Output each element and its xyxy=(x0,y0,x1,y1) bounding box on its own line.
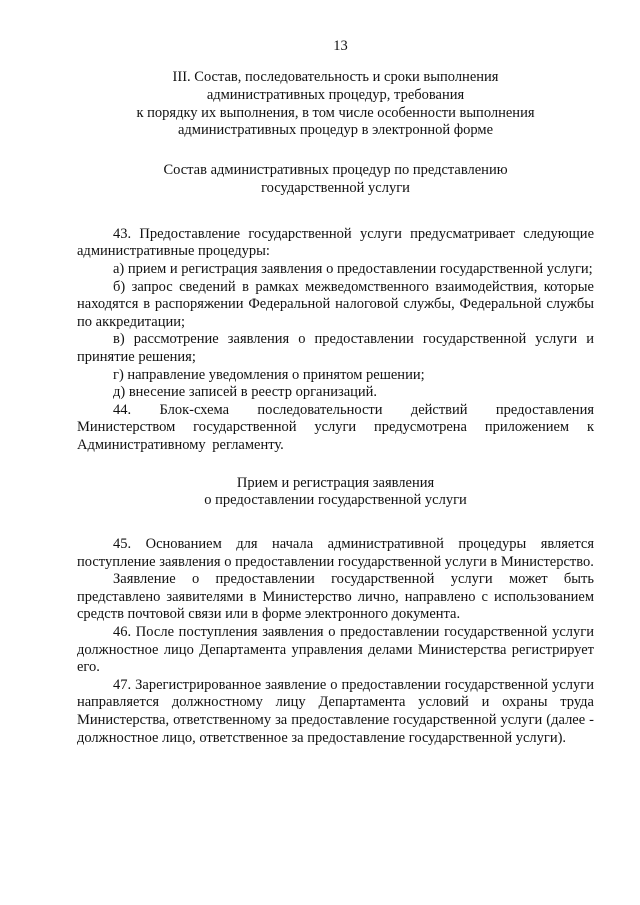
paragraph-44: 44. Блок-схема последовательности действий предоставления Министерством государственной услуги предусмотрена приложением к Административному регламенту. xyxy=(77,401,594,453)
paragraph-application: Заявление о предоставлении государственной услуги может быть представлено заявителями в Министерство лично, направлено с использованием средств почтовой связи или в форме электронного документа. xyxy=(77,571,594,623)
main-heading-line: административных процедур, требования xyxy=(206,86,465,103)
body-section-2 xyxy=(77,536,594,747)
main-heading-line: к порядку их выполнения, в том числе особенности выполнения xyxy=(136,104,535,121)
paragraph-45: 45. Основанием для начала административной процедуры является поступление заявления о предоставлении государственной услуги в Министерство. xyxy=(77,536,594,570)
paragraph-item-g: г) направление уведомления о принятом решении; xyxy=(113,366,425,383)
section-heading-line: о предоставлении государственной услуги xyxy=(204,492,467,509)
sub-heading xyxy=(77,162,594,198)
page-number: 13 xyxy=(333,38,348,54)
section-heading xyxy=(77,475,594,511)
main-heading xyxy=(77,69,594,140)
paragraph-47: 47. Зарегистрированное заявление о предоставлении государственной услуги направляется должностному лицу Департамента условий и охраны труда Министерства, ответственному за предоставление государственной услуги (далее - должностное лицо, ответственное за предоставление государственной услуги). xyxy=(77,676,594,746)
main-heading-line: III. Состав, последовательность и сроки выполнения xyxy=(172,69,499,85)
main-heading-line: административных процедур в электронной форме xyxy=(177,122,494,139)
paragraph-item-v: в) рассмотрение заявления о предоставлении государственной услуги и принятие решения; xyxy=(77,331,594,365)
paragraph-item-d: д) внесение записей в реестр организаций. xyxy=(113,384,378,401)
section-heading-line: Прием и регистрация заявления xyxy=(236,474,435,491)
sub-heading-line: государственной услуги xyxy=(261,179,410,196)
paragraph-46: 46. После поступления заявления о предоставлении государственной услуги должностное лицо Департамента управления делами Министерства регистрирует его. xyxy=(77,624,594,676)
paragraph-43: 43. Предоставление государственной услуги предусматривает следующие административные процедуры: xyxy=(77,225,594,260)
paragraph-item-b: б) запрос сведений в рамках межведомственного взаимодействия, которые находятся в распоряжении Федеральной налоговой службы, Федеральной службы по аккредитации; xyxy=(77,278,594,330)
body-section-1 xyxy=(77,226,594,455)
sub-heading-line: Состав административных процедур по представлению xyxy=(163,162,508,179)
paragraph-item-a: а) прием и регистрация заявления о предоставлении государственной услуги; xyxy=(113,260,593,277)
